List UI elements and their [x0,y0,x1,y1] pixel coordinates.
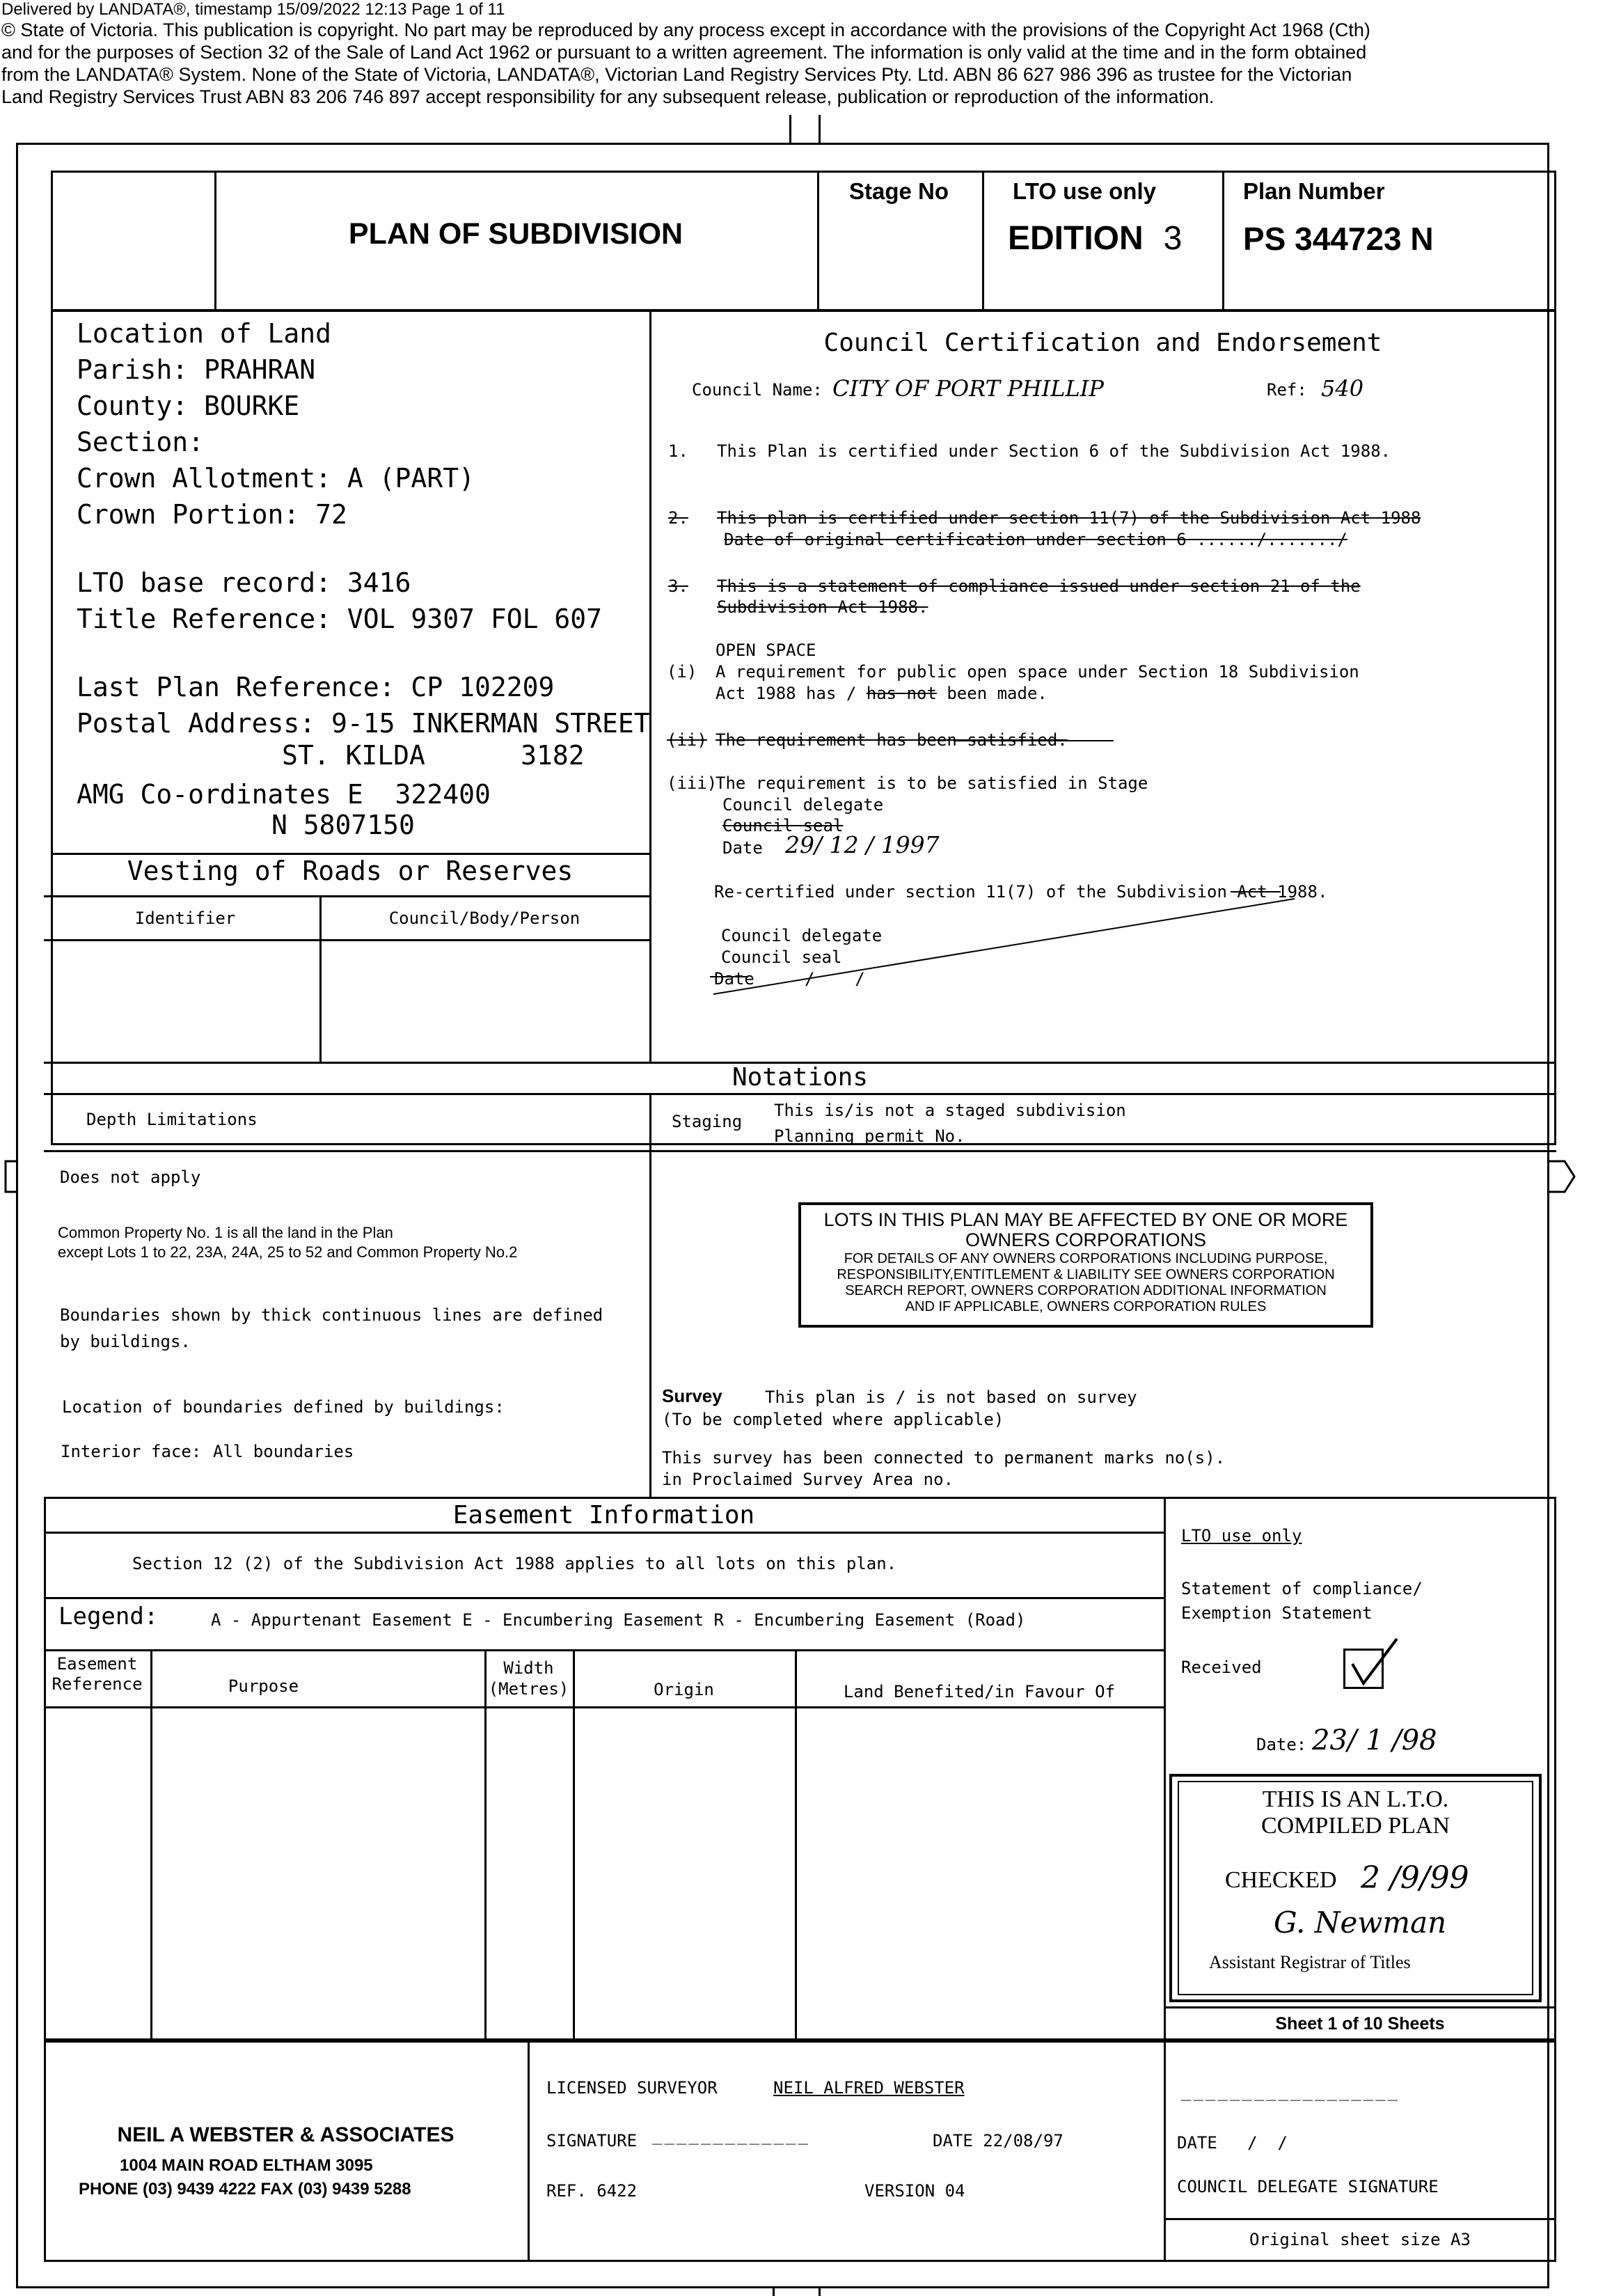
surveyor-version: VERSION 04 [864,2181,965,2201]
last-plan-reference: Last Plan Reference: CP 102209 [77,672,555,702]
council-ref-value: 540 [1321,375,1364,402]
stamp-checked: CHECKED [1225,1867,1337,1893]
owners-line-1: LOTS IN THIS PLAN MAY BE AFFECTED BY ONE OR MORE [823,1209,1348,1230]
location-parish: Parish: PRAHRAN [77,354,316,385]
council-signature-line: __________________ [1181,2082,1400,2101]
open-space-heading: OPEN SPACE [715,640,816,660]
statement-of-compliance: Statement of compliance/ [1181,1579,1423,1598]
licensed-surveyor-name: NEIL ALFRED WEBSTER [773,2078,965,2098]
council-ref-label: Ref: [1267,380,1307,400]
stamp-checked-date: 2 /9/99 [1361,1860,1469,1896]
lto-use-label: LTO use only [1013,178,1156,204]
plan-title: PLAN OF SUBDIVISION [348,217,683,251]
section-12-text: Section 12 (2) of the Subdivision Act 1988 applies to all lots on this plan. [132,1554,897,1573]
item-i-line-1: A requirement for public open space under Section 18 Subdivision [715,662,1359,682]
recertified-text: Re-certified under section 11(7) of the Subdivision Act 1988. [714,882,1328,902]
vesting-col-council: Council/Body/Person [388,909,580,928]
council-date: DATE / / [1177,2133,1288,2153]
council-seal-2: Council seal [721,948,842,967]
item-iii-number: (iii) [667,773,718,793]
lto-use-only-label: LTO use only [1181,1526,1302,1546]
stamp-assistant-registrar: Assistant Registrar of Titles [1209,1952,1411,1972]
signature-label: SIGNATURE [546,2131,638,2150]
easement-title: Easement Information [452,1501,755,1530]
title-reference: Title Reference: VOL 9307 FOL 607 [77,604,602,634]
owners-line-6: AND IF APPLICABLE, OWNERS CORPORATION RULES [905,1299,1267,1314]
survey-connection-2: in Proclaimed Survey Area no. [662,1470,954,1489]
item-i-line-2: Act 1988 has / has not been made. [715,684,1047,703]
owners-line-5: SEARCH REPORT, OWNERS CORPORATION ADDITIONAL INFORMATION [845,1283,1327,1298]
owners-line-4: RESPONSIBILITY,ENTITLEMENT & LIABILITY SEE OWNERS CORPORATION [837,1267,1335,1282]
item-1-text: This Plan is certified under Section 6 of the Subdivision Act 1988. [717,441,1391,461]
amg-easting: AMG Co-ordinates E 322400 [77,779,491,810]
common-property-2: except Lots 1 to 22, 23A, 24A, 25 to 52 and Common Property No.2 [58,1243,518,1261]
postal-suburb: ST. KILDA 3182 [282,740,585,771]
stamp-signature: G. Newman [1274,1905,1447,1940]
owners-corporation-box [798,1202,1373,1328]
boundaries-line-1: Boundaries shown by thick continuous lines are defined [60,1305,603,1325]
location-crown-allotment: Crown Allotment: A (PART) [77,463,475,494]
location-county: County: BOURKE [77,391,300,421]
interior-face-value: All boundaries [213,1442,354,1461]
item-ii-number: (ii) [667,730,707,750]
licensed-surveyor-label: LICENSED SURVEYOR [546,2078,718,2098]
firm-name: NEIL A WEBSTER & ASSOCIATES [117,2123,454,2146]
council-seal: Council seal [722,816,844,835]
council-delegate-2: Council delegate [721,926,883,945]
item-3-text-2: Subdivision Act 1988. [717,597,928,617]
location-boundaries: Location of boundaries defined by buildings: [62,1397,505,1417]
item-1-number: 1. [668,441,688,461]
col-land-benefited: Land Benefited/in Favour Of [843,1682,1116,1701]
copyright-line-2: and for the purposes of Section 32 of the Sale of Land Act 1962 or pursuant to a written agreement. The information is only valid at the time and in the form obtained [1,42,1367,63]
vesting-col-identifier: Identifier [134,909,236,928]
boundaries-line-2: by buildings. [60,1332,191,1351]
edition-number: 3 [1163,220,1183,257]
firm-phone: PHONE (03) 9439 4222 FAX (03) 9439 5288 [79,2180,411,2199]
item-ii-text: The requirement has been satisfied. [715,730,1068,750]
sheet-count: Sheet 1 of 10 Sheets [1275,2014,1445,2034]
depth-does-not-apply: Does not apply [60,1167,201,1187]
item-iii-text: The requirement is to be satisfied in Stage [715,773,1148,793]
survey-text: This plan is / is not based on survey [765,1387,1137,1407]
copyright-line-1: © State of Victoria. This publication is copyright. No part may be reproduced by any process except in accordance with the provisions of the Copyright Act 1968 (Cth) [1,19,1370,40]
planning-permit: Planning permit No. [774,1126,965,1146]
plan-number: PS 344723 N [1243,221,1434,257]
legend-label: Legend: [58,1603,159,1630]
item-3-number: 3. [668,576,688,596]
checkmark-icon [1347,1635,1402,1690]
common-property-1: Common Property No. 1 is all the land in the Plan [58,1224,393,1241]
council-date-2: Date / / [714,969,865,989]
col-easement-ref-2: Reference [52,1674,143,1694]
item-2-number: 2. [668,508,688,528]
stamp-line-2: COMPILED PLAN [1260,1813,1450,1839]
notations-title: Notations [732,1063,869,1092]
col-purpose: Purpose [228,1676,299,1696]
lto-date-value: 23/ 1 /98 [1312,1724,1437,1756]
col-width-2: (Metres) [488,1679,569,1699]
item-2-text: This plan is certified under section 11(7) of the Subdivision Act 1988 [717,508,1421,528]
interior-face-label: Interior face: [61,1442,202,1461]
legend-text: A - Appurtenant Easement E - Encumbering Easement R - Encumbering Easement (Road) [211,1610,1026,1630]
signature-line: _____________ [652,2125,810,2145]
item-3-text: This is a statement of compliance issued under section 21 of the [717,576,1361,596]
depth-limitations-label: Depth Limitations [86,1110,258,1129]
survey-sub: (To be completed where applicable) [662,1410,1004,1429]
plan-number-label: Plan Number [1243,178,1385,204]
council-name-value: CITY OF PORT PHILLIP [832,375,1104,402]
copyright-line-4: Land Registry Services Trust ABN 83 206 746 897 accept responsibility for any subsequent release, publication or reproduction of the information. [1,86,1215,107]
council-cert-title: Council Certification and Endorsement [823,329,1382,357]
survey-label: Survey [662,1385,722,1406]
copyright-line-3: from the LANDATA® System. None of the State of Victoria, LANDATA®, Victorian Land Registry Services Pty. Ltd. ABN 86 627 986 396 as trustee for the Victorian [1,64,1352,85]
staging-label: Staging [672,1112,743,1131]
council-date-value: 29/ 12 / 1997 [785,831,940,858]
council-delegate: Council delegate [722,795,884,815]
council-delegate-signature: COUNCIL DELEGATE SIGNATURE [1177,2177,1439,2196]
item-i-number: (i) [667,662,697,682]
exemption-statement: Exemption Statement [1181,1603,1373,1623]
surveyor-ref: REF. 6422 [546,2181,638,2201]
amg-northing: N 5807150 [271,810,415,840]
received-label: Received [1181,1658,1262,1677]
stage-label: Stage No [849,178,949,204]
staging-text: This is/is not a staged subdivision [774,1101,1126,1120]
council-date-label: Date [722,838,763,858]
survey-connection-1: This survey has been connected to permanent marks no(s). [662,1448,1226,1468]
col-width-1: Width [503,1658,554,1678]
surveyor-block [44,2041,1556,2262]
council-name-label: Council Name: [692,380,823,400]
lto-base-record: LTO base record: 3416 [77,567,411,598]
edition-label: EDITION [1008,220,1144,257]
lto-date-label: Date: [1256,1735,1307,1754]
item-2-date: Date of original certification under section 6 ....../......./ [724,530,1347,549]
surveyor-date: DATE 22/08/97 [933,2131,1064,2150]
location-line: Location of Land [77,318,332,349]
location-section: Section: [77,427,205,457]
location-crown-portion: Crown Portion: 72 [77,499,347,530]
postal-address: Postal Address: 9-15 INKERMAN STREET [77,708,650,739]
stamp-line-1: THIS IS AN L.T.O. [1262,1786,1449,1812]
owners-line-3: FOR DETAILS OF ANY OWNERS CORPORATIONS INCLUDING PURPOSE, [844,1251,1328,1266]
col-easement-ref-1: Easement [56,1654,138,1674]
vesting-title: Vesting of Roads or Reserves [127,856,574,886]
firm-address: 1004 MAIN ROAD ELTHAM 3095 [120,2156,373,2175]
original-sheet-size: Original sheet size A3 [1249,2230,1471,2249]
delivery-stamp: Delivered by LANDATA®, timestamp 15/09/2022 12:13 Page 1 of 11 [1,0,505,19]
col-origin: Origin [654,1680,714,1699]
owners-line-2: OWNERS CORPORATIONS [965,1229,1207,1250]
